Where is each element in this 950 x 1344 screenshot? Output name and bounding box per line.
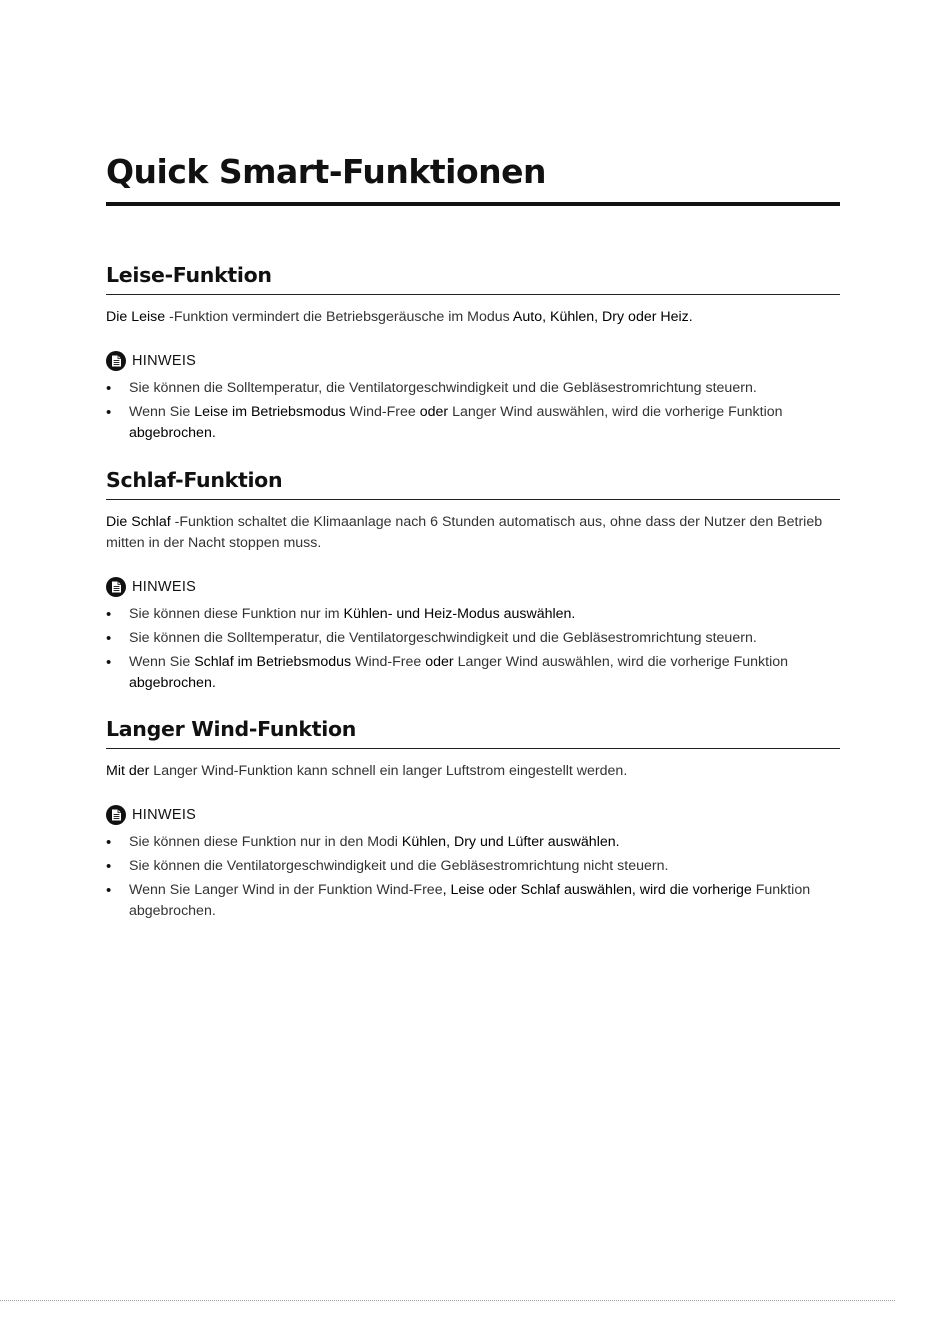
list-item [106,652,840,694]
bullet-text-run: oder [425,654,454,670]
note-bullet-list [106,832,840,922]
bullet-text-run: Funktion abgebrochen. [129,882,811,919]
list-item [106,856,840,877]
bullet-text-run: Wind-Free [345,404,420,420]
section-heading: Langer Wind-Funktion [106,716,840,749]
list-item [106,604,840,625]
note-label: HINWEIS [132,353,197,369]
section-intro [106,512,840,554]
section-intro [106,307,840,328]
bullet-text-run: Sie können die Ventilatorgeschwindigkeit und die Gebläsestromrichtung nicht steuern. [129,858,669,874]
note-document-icon [106,805,126,825]
bullet-text-run: Sie können diese Funktion nur in den Modi [129,834,402,850]
bullet-text-run: Langer Wind auswählen, wird die vorherige Funktion [448,404,783,420]
list-item [106,880,840,922]
bullet-text-run: Schlaf im Betriebsmodus [194,654,352,670]
intro-text-run: Die Schlaf [106,514,171,530]
note-document-icon [106,351,126,371]
note-header [106,804,840,826]
section-2 [106,716,840,925]
list-item [106,628,840,649]
bullet-text-run: Wind-Free [351,654,426,670]
footer-dotted-divider [0,1300,895,1301]
bullet-text-run: Sie können die Solltemperatur, die Ventilatorgeschwindigkeit und die Gebläsestromrichtung steuern. [129,380,757,396]
bullet-text-run: Kühlen, Dry und Lüfter auswählen. [401,834,620,850]
bullet-text-run: Wenn Sie [129,654,195,670]
intro-text-run: Mit der [106,763,150,779]
bullet-text-run: Sie können die Solltemperatur, die Ventilatorgeschwindigkeit und die Gebläsestromrichtung steuern. [129,630,757,646]
bullet-text-run: abgebrochen. [129,675,216,691]
page-title: Quick Smart-Funktionen [106,152,546,191]
note-header [106,576,840,598]
note-bullet-list [106,378,840,444]
list-item [106,832,840,853]
section-0 [106,262,840,447]
bullet-text-run: oder [419,404,449,420]
note-bullet-list [106,604,840,694]
bullet-text-run: Langer Wind auswählen, wird die vorherige Funktion [453,654,789,670]
bullet-text-run: Leise im Betriebsmodus [194,404,346,420]
bullet-text-run: Wenn Sie Langer Wind in der Funktion Wind-Free [129,882,443,898]
intro-text-run: -Funktion vermindert die Betriebsgeräusche im Modus [165,309,513,325]
list-item [106,378,840,399]
bullet-text-run: Kühlen- und Heiz-Modus auswählen. [343,606,576,622]
note-header [106,350,840,372]
intro-text-run: Die Leise [106,309,166,325]
section-1 [106,467,840,697]
bullet-text-run: Sie können diese Funktion nur im [129,606,344,622]
note-document-icon [106,577,126,597]
intro-text-run: -Funktion schaltet die Klimaanlage nach 6 Stunden automatisch aus, ohne dass der Nutzer den Betrieb mitten in der Nacht stoppen muss. [106,514,823,551]
section-intro [106,761,840,782]
section-heading: Schlaf-Funktion [106,467,840,500]
intro-text-run: Langer Wind-Funktion kann schnell ein langer Luftstrom eingestellt werden. [149,763,628,779]
list-item [106,402,840,444]
title-divider [106,202,840,206]
bullet-text-run: Wenn Sie [129,404,195,420]
bullet-text-run: abgebrochen. [129,425,216,441]
note-label: HINWEIS [132,807,197,823]
section-heading: Leise-Funktion [106,262,840,295]
bullet-text-run: , Leise oder Schlaf auswählen, wird die vorherige [442,882,752,898]
intro-text-run: Auto, Kühlen, Dry oder Heiz. [512,309,693,325]
note-label: HINWEIS [132,579,197,595]
